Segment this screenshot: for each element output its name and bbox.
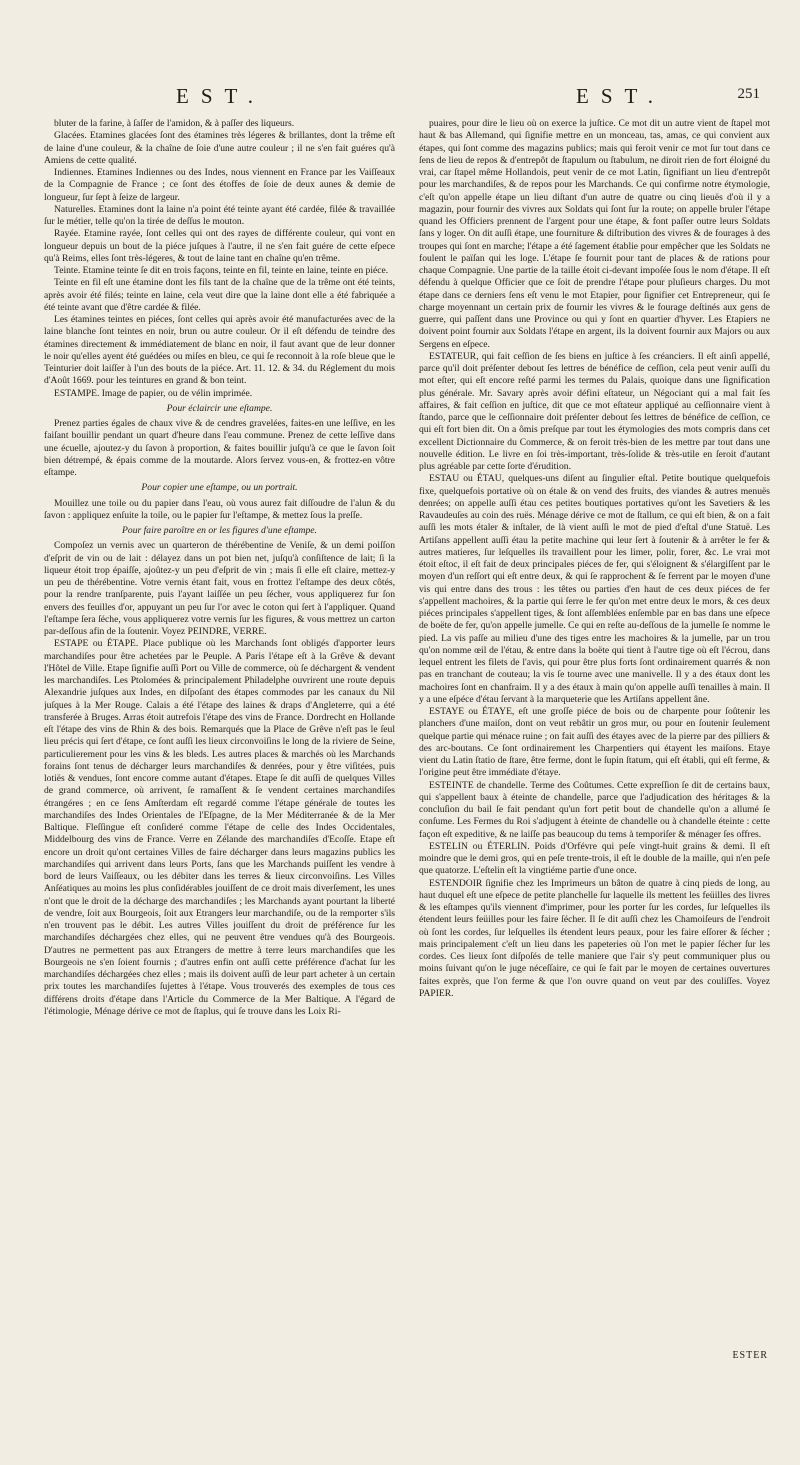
paragraph: Glacées. Etamines glacées ſont des étamines très légeres & brillantes, dont la trême eſt de laine d'une couleur, & la chaîne de ſoie d'une autre couleur ; il ne s'en fait guéres qu'à Amiens de cette qualité.	[44, 130, 395, 166]
paragraph: Naturelles. Etamines dont la laine n'a point été teinte ayant été cardée, filée & travaillée ſur le métier, telle qu'on la tirée de deſſus le mouton.	[44, 203, 395, 227]
paragraph: ESTEINTE de chandelle. Terme des Coûtumes. Cette expreſſion ſe dit de certains baux, qui s'appellent baux à éteinte de chandelle, parce que l'adjudication des héritages & la concluſion du bail ſe fait pendant qu'un fort petit bout de chandelle qu'on a allumé ſe conſume. Les Fermes du Roi s'adjugent à éteinte de chandelle ou à chandelle éteinte : cette façon eſt expeditive, & ne laiſſe pas beaucoup du tems à temporiſer & ménager ſes offres.	[419, 779, 770, 840]
paragraph: ESTELIN ou ÉTERLIN. Poids d'Orfévre qui peſe vingt-huit grains & demi. Il eſt moindre que le demi gros, qui en peſe trente-trois, il eſt le double de la maille, qui n'en peſe que quatorze. L'eſtelin eſt la vingtiéme partie d'une once.	[419, 840, 770, 877]
paragraph: Teinte. Etamine teinte ſe dit en trois façons, teinte en fil, teinte en laine, teinte en piéce.	[54, 265, 389, 276]
paragraph: ESTAMPE. Image de papier, ou de vélin imprimée.	[54, 387, 253, 399]
catchword: ESTER	[732, 1350, 768, 1361]
paragraph: ESTAPE ou ÉTAPE. Place publique où les Marchands ſont obligés d'apporter leurs marchandiſes pour être achetées par le Peuple. A Paris l'étape eſt à la Grêve & devant l'Hôtel de Ville. Etape ſignifie auſſi Port ou Ville de commerce, où ſe déchargent & vendent les marchandiſes. Les Ptolomées & principalement Philadelphe ouvrirent une route depuis Alexandrie juſques aux Indes, en diſpoſant des étapes commodes par les canaux du Nil juſques à la Mer Rouge. Calais a été l'étape des laines & draps d'Angleterre, qui a été transferée à Bruges. Arras étoit autrefois l'étape des vins de France. Dordrecht en Hollande eſt l'étape des vins de Rhin & des bois. Remarqués que la Place de Grêve n'eſt pas le ſeul lieu précis qui ſert d'étape, ce ſont auſſi les lieux circonvoiſins le long de la riviere de Seine, particulierement pour les vins & les bleds. Les autres places & marchés où les Marchands forains ſont tenus de décharger leurs marchandiſes & denrées, pour y être viſitées, puis lotiës & vendues, ſont encore comme autant d'étapes. Etape ſe dit auſſi de quelques Villes de grand commerce, où arrivent, ſe ramaſſent & ſe vendent certaines marchandiſes étrangéres ; en ce ſens Amſterdam eſt regardé comme l'étape générale de toutes les marchandiſes des Indes Orientales de l'Eſpagne, de la Mer Méditerranée & de la Mer Baltique. Fleſſingue eſt conſideré comme l'étape de celle des Indes Occidentales, Middelbourg des vins de France. Verre en Zélande des marchandiſes d'Ecoſſe. Etape eſt encore un droit qu'ont certaines Villes de faire décharger dans leurs magazins publics les marchandiſes qui arrivent dans leurs Ports, ſans que les Marchands puiſſent les vendre à bord de leurs Vaiſſeaux, ou les débiter dans les terres & lieux circonvoiſins. Les Villes Anſéatiques au moins les plus conſidérables jouiſſent de ce droit mais diverſement, les unes n'ont que le droit de la décharge des marchandiſes ; les Marchands ayant pourtant la liberté de vendre, ſoit aux Bourgeois, ſoit aux Etrangers leur marchandiſe, ou de la remporter s'ils n'en trouvent pas le débit. Les autres Villes jouiſſent du droit de préférence ſur les marchandiſes déchargées chez elles, qui ne peuvent être vendues qu'à des Bourgeois. D'autres ne permettent pas aux Etrangers de mettre à terre leurs marchandiſes que les Bourgeois ne s'en ſoient fournis ; d'autres enfin ont auſſi cette préférence d'achat ſur les marchandiſes déchargées chez elles ; mais ils doivent auſſi de leur part acheter à un certain prix toutes les marchandiſes ſujettes à l'étape. Vous trouverés des exemples de tous ces différens droits d'étape dans l'Article du Commerce de la Mer Baltique. A l'égard de l'étimologie, Ménage dérive ce mot de ſtaplus, qui ſe trouve dans les Loix Ri-	[44, 638, 395, 1017]
paragraph: Rayée. Etamine rayée, ſont celles qui ont des rayes de différente couleur, qui vont en longueur depuis un bout de la piéce juſques à l'autre, il ne s'en fait guére de cette eſpece qu'à Reims, elles ſont très-légeres, & tout de laine tant en chaîne qu'en trême.	[44, 228, 395, 264]
section-heading: Pour éclaircir une eſtampe.	[166, 402, 273, 414]
paragraph: Les étamines teintes en piéces, ſont celles qui après avoir été manufacturées avec de la laine blanche ſont teintes en noir, brun ou autre couleur. Or il eſt défendu de teindre des étamines directement & immédiatement de blanc en noir, il faut avant que de leur donner le noir qu'elles ayent été guédées ou miſes en bleu, ce qui ſe reconnoit à la roſe bleue que le Teinturier doit laiſſer à l'un des bouts de la piéce. Art. 11. 12. & 34. du Réglement du mois d'Août 1669. pour les teintures en grand & bon teint.	[44, 314, 395, 387]
left-column	[44, 118, 395, 1388]
running-header	[46, 84, 760, 114]
paragraph: Compoſez un vernis avec un quarteron de thérébentine de Veniſe, & un demi poiſſon d'eſprit de vin ou de lait : délayez dans un pot bien net, juſqu'à conſiſtence de lait; ſi la liqueur étoit trop épaiſſe, ajoûtez-y un peu d'eſprit de vin ; mais ſi elle eſt claire, mettez-y un peu de thérébentine. Votre vernis étant fait, vous en frottez l'eſtampe des deux côtés, pour la rendre tranſparente, puis l'ayant laiſſée un peu ſécher, vous appliquerez fur ſon envers des feuilles d'or, appuyant un peu ſur l'or avec le coton qui ſert à l'appliquer. Quand l'eſtampe ſera ſéche, vous appliquerez votre vernis ſur les figures, & vous mettrez un carton par-deſſous afin de la ſoutenir. Voyez PEINDRE, VERRE.	[44, 540, 395, 637]
paragraph: bluter de la farine, à ſaſſer de l'amidon, & à paſſer des liqueurs.	[54, 118, 295, 129]
paragraph: ESTAU ou ÉTAU, quelques-uns diſent au ſingulier eſtal. Petite boutique quelquefois fixe, quelquefois portative où on étale & on vend des fruits, des viandes & autres menuës denrées; on appelle auſſi étau ces petites boutiques portatives qu'ont les Savetiers & les Ravaudeuſes au coin des ruës. Ménage dérive ce mot de ſtallum, ce qui eſt bien, & on a fait auſſi les mots étaler & inſtaler, de là vient auſſi le mot de pied d'eſtal d'une Statuë. Les Artiſans appellent auſſi étau la petite machine qui leur ſert à ſoutenir & à arrêter le fer & autres matieres, ſur leſquelles ils travaillent pour les limer, polir, forer, &c. Le vrai mot étoit eſtoc, il eſt fait de deux principales piéces de fer, qui s'éloignent & s'élargiſſent par le moyen d'un reſſort qui eſt entre deux, & qui ſe rapprochent & ſe ferrent par le moyen d'une vis qui entre dans des trous : les têtes ou parties d'en haut de ces deux piéces de fer s'appellent machoires, & la partie qui ſerre le fer qu'on met entre deux le mors, & ces deux piéces principales s'appellent tiges, & ſont aſſemblées enſemble par en bas dans une eſpece de boëte de fer, qu'on appelle jumelle. Ce qui en reſte au-deſſous de la jumelle ſe nomme le pied. La vis paſſe au milieu d'une des tiges entre les machoires & la jumelle, par un trou qu'on nomme œil de l'étau, & entre dans la boëte qui tient à l'autre tige où eſt l'écrou, dans lequel entrent les filets de l'avis, qui pour être plus forts ſont ordinairement quarrés & non pas en tranchant de couteau; la vis ſe tourne avec une manivelle. Il y a des étaux dont les machoires ſont en chanfraim. Il y a des étaux à main qu'on appelle auſſi tenailles à main. Il y a une eſpéce d'étau ſervant à la marqueterie que les Artiſans appellent âne.	[419, 473, 770, 705]
paragraph: Indiennes. Etamines Indiennes ou des Indes, nous viennent en France par les Vaiſſeaux de la Compagnie de France ; ce ſont des étoffes de ſoie de deux aunes & demie de longueur, ſur ſept à ſeize de largeur.	[44, 167, 395, 203]
paragraph: Prenez parties égales de chaux vive & de cendres gravelées, faites-en une leſſive, en les faiſant bouillir pendant un quart d'heure dans l'eau commune. Prenez de cette leſſive dans une écuelle, ajoutez-y du ſavon à proportion, & faites bouillir juſqu'à ce que le ſavon ſoit bien détrempé, & épais comme de la moutarde. Alors ſervez vous-en, & frottez-en vôtre eſtampe.	[44, 418, 395, 478]
paragraph: puaires, pour dire le lieu où on exerce la juſtice. Ce mot dit un autre vient de ſtapel mot haut & bas Allemand, qui ſignifie mettre en un monceau, tas, amas, ce qui convient aux étapes, qui ſont comme des magazins publics; mais qui feroit venir ce mot ſur tout dans ce ſens de lieu de repos & d'entrepôt de ſtapulum ou ſtabulum, ne diroit rien de fort éloigné du vrai, car ſtapel même Hollandois, peut venir de ce mot Latin, ſignifiant un lieu d'entrepôt pour les marchandiſes, & de repos pour les Marchands. Ce qui confirme notre étymologie, c'eſt qu'on appelle étape un lieu diſtant d'un autre de quatre ou cinq lieuës d'où il y a magazin, pour fournir des vivres aux Soldats qui ſont ſur la route; on appelle bruler l'étape quand les Officiers prennent de l'argent pour une étape, & font paſſer outre leurs Soldats ſans y loger. On dit auſſi étape, une fourniture & diſtribution des vivres & de fourages à des troupes qui ſont en marche; l'étape a été ſagement établie pour empêcher que les Soldats ne foulent le païſan qui les loge. L'étape ſe fournit pour tant de places & de rations pour chaque Compagnie. Une partie de la taille étoit ci-devant impoſée ſous le nom d'étape. Il eſt défendu à quelque Officier que ce ſoit de prendre l'étape pour pluſieurs charges. Du mot étape dans ce derniers ſens eſt venu le mot Etapier, pour ſignifier cet Entrepreneur, qui ſe charge moyennant un certain prix de fournir les vivres & le fourage deſtinés aux gens de guerre, qui paſſent dans une Province ou qui y ſont en quartier d'hyver. Les Etapiers ne doivent point fournir aux Soldats l'étape en argent, ils la doivent fournir aux Majors ou aux Sergens en eſpece.	[419, 118, 770, 350]
section-heading: Pour copier une eſtampe, ou un portrait.	[141, 482, 298, 494]
header-left: EST.	[176, 84, 266, 108]
header-right: EST.	[576, 84, 666, 108]
text-columns	[44, 118, 770, 1388]
page-number: 251	[737, 86, 760, 102]
section-heading: Pour faire paroître en or les figures d'une eſtampe.	[122, 525, 317, 536]
paragraph: ESTAYE ou ÉTAYE, eſt une groſſe piéce de bois ou de charpente pour ſoûtenir les planchers d'une maiſon, dont on veut rebâtir un gros mur, ou pour en ſoutenir ſeulement quelque partie qui ménace ruine ; on fait auſſi des étayes avec de la pierre par des pilliers & des arc-boutans. Ce ſont ordinairement les Charpentiers qui étayent les maiſons. Etaye vient du Latin ſtatio de ſtare, être ferme, dont le ſupin ſtatum, qui eſt établi, qui eſt ferme, & l'origine peut être immédiate d'étaye.	[419, 706, 770, 779]
right-column	[419, 118, 770, 1388]
paragraph: Mouillez une toile ou du papier dans l'eau, où vous aurez fait diſſoudre de l'alun & du ſavon : appliquez enſuite la toile, ou le papier ſur l'eſtampe, & mettez ſous la preſſe.	[44, 497, 395, 521]
paragraph: Teinte en fil eſt une étamine dont les fils tant de la chaîne que de la trême ont été teints, après avoir été filés; teinte en laine, cela veut dire que la laine dont elle a été fabriquée a été teinte avant que d'être cardée & filée.	[44, 277, 395, 313]
paragraph: ESTATEUR, qui fait ceſſion de ſes biens en juſtice à ſes créanciers. Il eſt ainſi appellé, parce qu'il doit préſenter debout ſes lettres de bénéfice de ceſſion, cela peut venir auſſi du mot eſter, qui eſt encore reſté parmi les termes du Palais, quoique dans une ſignification plus générale. Mr. Savary après avoir défini eſtateur, un Négociant qui a mal fait ſes affaires, & fait ceſſion en juſtice, dit que ce mot eſtateur appliqué au ceſſionnaire vient à ſtando, parce que le ceſſionnaire doit préſenter debout ſes lettres de bénéfice de ceſſion, ce qui eſt fort bien dit. On a ômis preſque par tout les étymologies des mots compris dans cet excellent Dictionnaire du Commerce, & on feroit très-bien de les mettre par tout dans une nouvelle édition. Le livre en ſoi très-important, très-ſolide & très-utile en ſeroit d'autant plus agréable par cette ſorte d'érudition.	[419, 350, 770, 472]
paragraph: ESTENDOIR ſignifie chez les Imprimeurs un bâton de quatre à cinq pieds de long, au haut duquel eſt une eſpece de petite planchelle ſur laquelle ils mettent les feüilles des livres & les eſtampes qu'ils viennent d'imprimer, pour les porter ſur les cordes, ſur leſquelles ils étendent leurs feüilles pour les faire ſécher. Il ſe dit auſſi chez les Chamoiſeurs de l'endroit où ſont les cordes, ſur leſquelles ils étendent leurs peaux, pour les faire eſſorer & ſécher ; mais principalement c'eſt un lieu dans les papeteries où l'on met le papier ſécher ſur les cordes. Ces lieux ſont diſpoſés de telle maniere que l'air s'y peut communiquer plus ou moins ſuivant qu'on le juge néceſſaire, ce qui ſe fait par le moyen de certaines ouvertures faites exprès, que l'on ferme & que l'on ouvre quand on veut par des couliſſes. Voyez PAPIER.	[419, 877, 770, 999]
